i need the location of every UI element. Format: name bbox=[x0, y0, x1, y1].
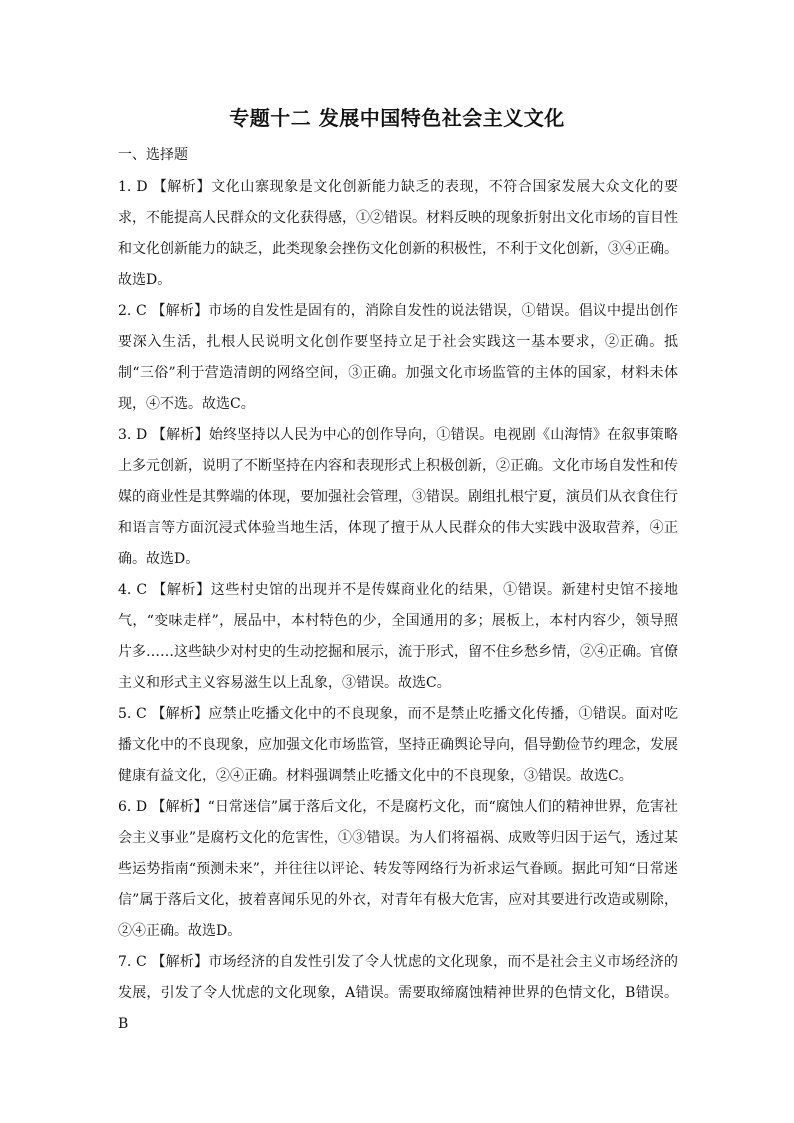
section-heading: 一、选择题 bbox=[118, 147, 188, 163]
answer-item-5: 5. C 【解析】应禁止吃播文化中的不良现象，而不是禁止吃播文化传播，①错误。面对吃播文化中的不良现象，应加强文化市场监管，坚持正确舆论导向，倡导勤俭节约理念，发展健康有益文化，②④正确。材料强调禁止吃播文化中的不良现象，③错误。故选C。 bbox=[118, 706, 678, 784]
answer-item-3: 3. D 【解析】始终坚持以人民为中心的创作导向，①错误。电视剧《山海情》在叙事策略上多元创新，说明了不断坚持在内容和表现形式上积极创新，②正确。文化市场自发性和传媒的商业性是其弊端的体现，要加强社会管理，③错误。剧组扎根宁夏，演员们从衣食住行和语言等方面沉浸式体验当地生活，体现了擅于从人民群众的伟大实践中汲取营养，④正确。故选D。 bbox=[118, 427, 678, 567]
answer-item-1: 1. D 【解析】文化山寨现象是文化创新能力缺乏的表现，不符合国家发展大众文化的要求，不能提高人民群众的文化获得感，①②错误。材料反映的现象折射出文化市场的盲目性和文化创新能力的缺乏，此类现象会挫伤文化创新的积极性，不利于文化创新，③④正确。故选D。 bbox=[118, 179, 678, 288]
page-title: 专题十二 发展中国特色社会主义文化 bbox=[229, 106, 565, 130]
answer-item-6: 6. D 【解析】“日常迷信”属于落后文化，不是腐朽文化，而“腐蚀人们的精神世界，危害社会主义事业”是腐朽文化的危害性，①③错误。为人们将福祸、成败等归因于运气，透过某些运势指南“预测未来”，并往往以评论、转发等网络行为祈求运气眷顾。据此可知“日常迷信”属于落后文化，披着喜闻乐见的外衣，对青年有极大危害，应对其要进行改造或剔除，②④正确。故选D。 bbox=[118, 799, 678, 939]
answer-item-4: 4. C 【解析】这些村史馆的出现并不是传媒商业化的结果，①错误。新建村史馆不接地气，“变味走样”，展品中，本村特色的少，全国通用的多；展板上，本村内容少，领导照片多……这些缺少对村史的生动挖掘和展示，流于形式，留不住乡愁乡情，②④正确。官僚主义和形式主义容易滋生以上乱象，③错误。故选C。 bbox=[118, 582, 678, 691]
answer-item-7: 7. C 【解析】市场经济的自发性引发了令人忧虑的文化现象，而不是社会主义市场经济的发展，引发了令人忧虑的文化现象，A错误。需要取缔腐蚀精神世界的色情文化，B错误。B bbox=[118, 954, 678, 1032]
answer-item-2: 2. C 【解析】市场的自发性是固有的，消除自发性的说法错误，①错误。倡议中提出创作要深入生活，扎根人民说明文化创作要坚持立足于社会实践这一基本要求，②正确。抵制“三俗”利于营造清朗的网络空间，③正确。加强文化市场监管的主体的国家，材料未体现，④不选。故选C。 bbox=[118, 303, 678, 412]
answer-list bbox=[118, 172, 678, 1040]
